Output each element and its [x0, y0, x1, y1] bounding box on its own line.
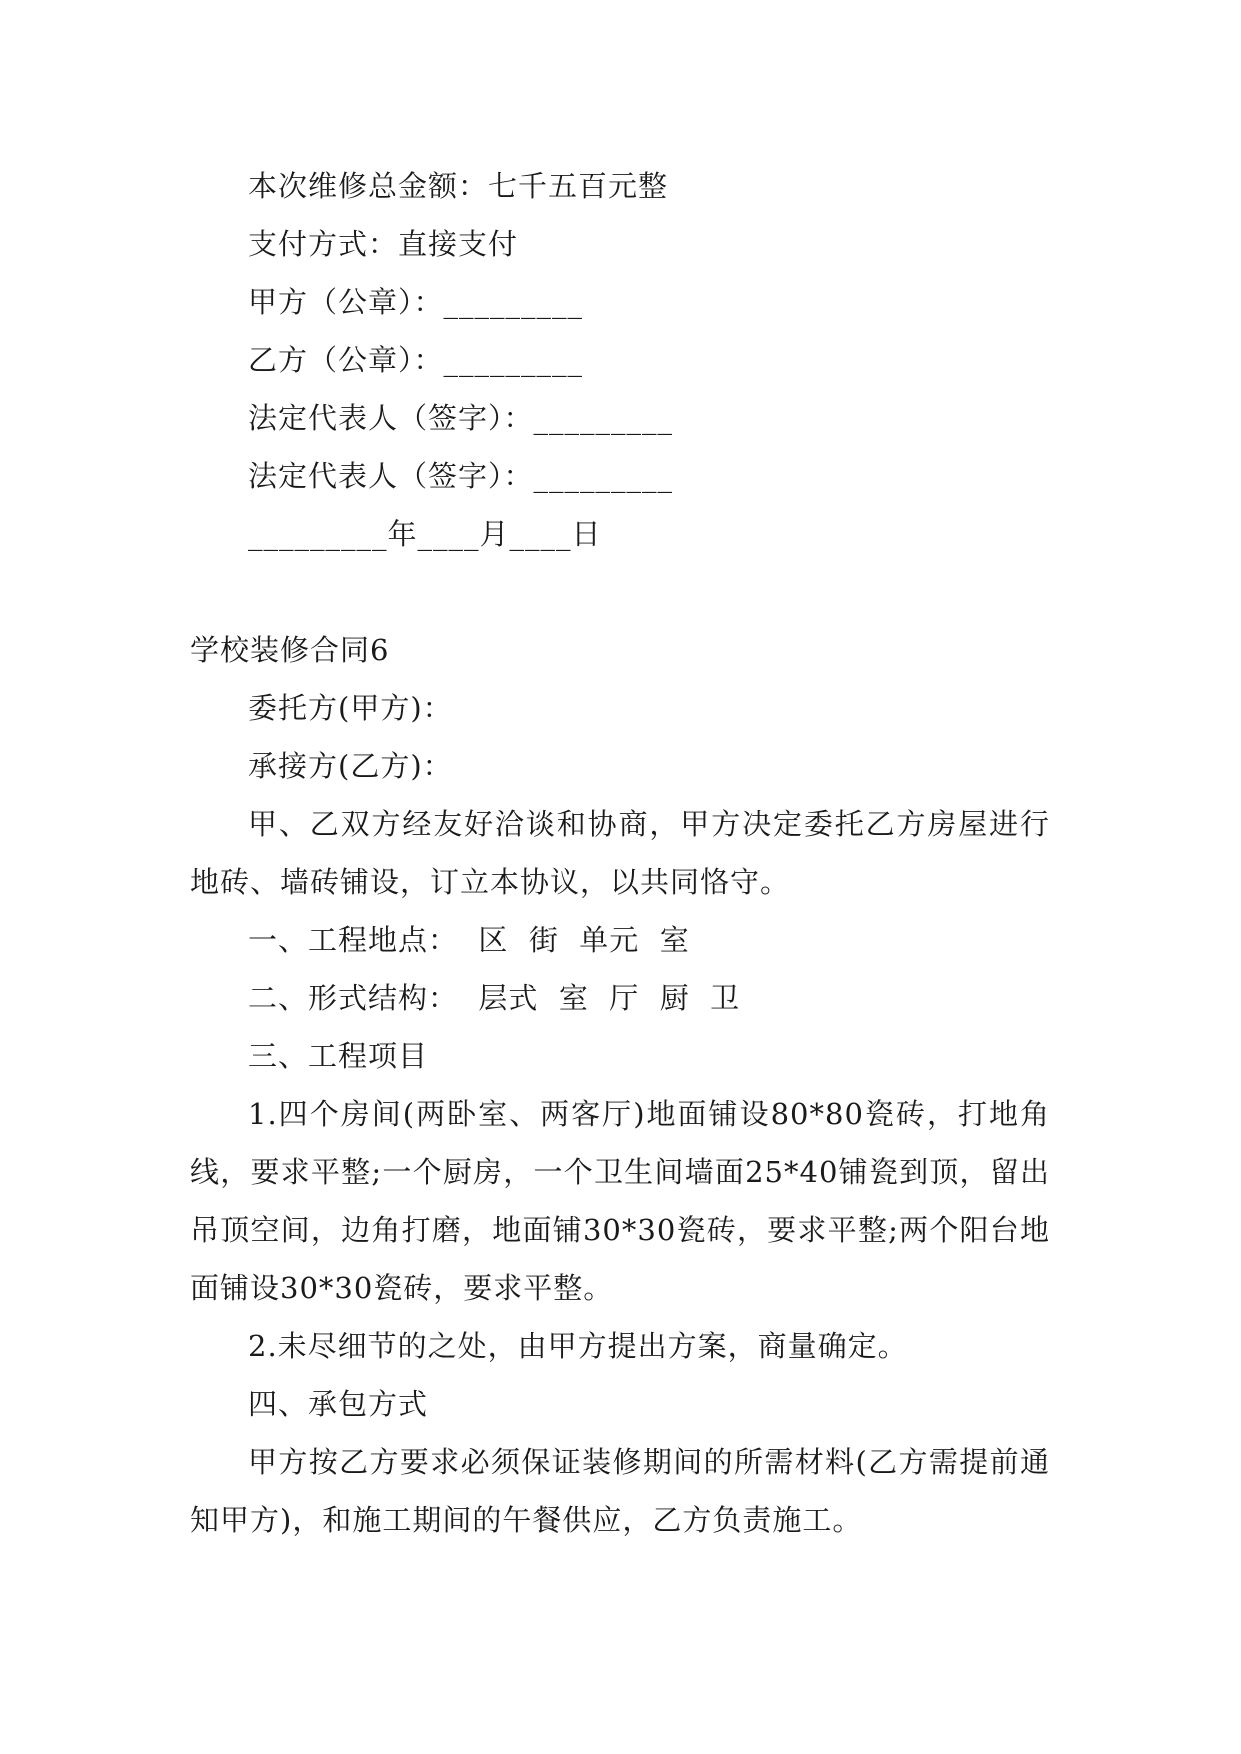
contract-title: 学校装修合同6: [190, 633, 390, 667]
legal-representative-signature-line: 法定代表人（签字）：_________: [248, 459, 674, 493]
party-a-seal-line: 甲方（公章）：_________: [248, 285, 584, 319]
contracting-method-paragraph: 甲方按乙方要求必须保证装修期间的所需材料(乙方需提前通知甲方)，和施工期间的午餐供应，乙方负责施工。: [190, 1445, 1050, 1537]
client-party-line: 委托方(甲方)：: [248, 691, 453, 725]
section-project-items-heading: 三、工程项目: [248, 1039, 429, 1073]
section-project-location: 一、工程地点： 区 街 单元 室: [248, 923, 690, 957]
payment-method-line: 支付方式：直接支付: [248, 227, 519, 261]
total-amount-line: 本次维修总金额：七千五百元整: [248, 169, 669, 203]
document-page: [190, 157, 1050, 1549]
project-item: 2.未尽细节的之处，由甲方提出方案，商量确定。: [248, 1329, 908, 1363]
legal-representative-signature-line: 法定代表人（签字）：_________: [248, 401, 674, 435]
section-structure-form: 二、形式结构： 层式 室 厅 厨 卫: [248, 981, 741, 1015]
intro-paragraph: 甲、乙双方经友好洽谈和协商，甲方决定委托乙方房屋进行地砖、墙砖铺设，订立本协议，以共同恪守。: [190, 807, 1050, 899]
contractor-party-line: 承接方(乙方)：: [248, 749, 453, 783]
project-item: 1.四个房间(两卧室、两客厅)地面铺设80*80瓷砖，打地角线，要求平整;一个厨房，一个卫生间墙面25*40铺瓷到顶，留出吊顶空间，边角打磨，地面铺30*30瓷砖，要求平整;两个阳台地面铺设30*30瓷砖，要求平整。: [190, 1097, 1050, 1305]
party-b-seal-line: 乙方（公章）：_________: [248, 343, 584, 377]
date-line: _________年____月____日: [248, 517, 602, 551]
section-contracting-method-heading: 四、承包方式: [248, 1387, 429, 1421]
